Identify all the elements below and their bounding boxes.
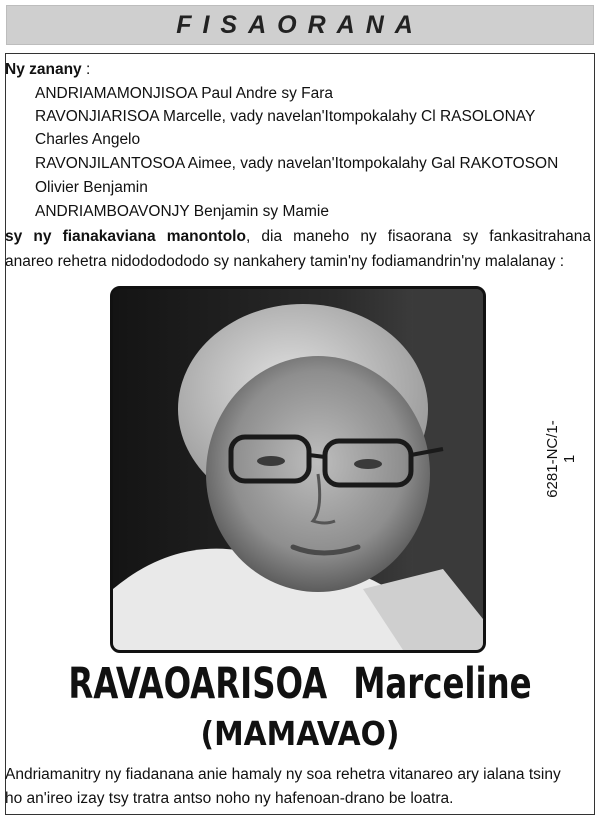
child-line: Olivier Benjamin — [35, 179, 148, 196]
family-line — [5, 225, 591, 249]
child-line: RAVONJIARISOA Marcelle, vady navelan'Itompokalahy Cl RASOLONAY — [35, 108, 536, 125]
child-line: Charles Angelo — [35, 131, 141, 148]
child-line: ANDRIAMBOAVONJY Benjamin sy Mamie — [35, 203, 330, 220]
intro-colon: : — [81, 61, 91, 78]
intro-line — [5, 58, 90, 82]
intro-label: Ny zanany — [5, 61, 82, 78]
deceased-given-name: Marceline — [353, 660, 532, 709]
closing-line: ho an'ireo izay tsy tratra antso noho ny hafenoan-drano be loatra. — [5, 790, 454, 807]
portrait-photo — [110, 286, 486, 653]
deceased-name — [0, 660, 600, 708]
page-title: FISAORANA — [176, 10, 424, 39]
family-line-2: anareo rehetra nidododododo sy nankahery tamin'ny fodiamandrin'ny malalanay : — [5, 253, 565, 270]
child-line: RAVONJILANTOSOA Aimee, vady navelan'Itompokalahy Gal RAKOTOSON — [35, 155, 559, 172]
header-banner — [6, 5, 594, 45]
family-bold: sy ny fianakaviana manontolo — [5, 228, 246, 245]
deceased-surname: RAVAOARISOA — [68, 660, 328, 709]
deceased-nickname: (MAMAVAO) — [200, 714, 400, 753]
reference-code: 6281-NC/1-1 — [544, 420, 578, 498]
child-line: ANDRIAMAMONJISOA Paul Andre sy Fara — [35, 85, 334, 102]
family-rest: , dia maneho ny fisaorana sy fankasitrahana — [245, 228, 591, 245]
portrait-illustration — [113, 289, 483, 650]
closing-line: Andriamanitry ny fiadanana anie hamaly ny soa rehetra vitanareo ary ialana tsiny — [5, 766, 561, 783]
